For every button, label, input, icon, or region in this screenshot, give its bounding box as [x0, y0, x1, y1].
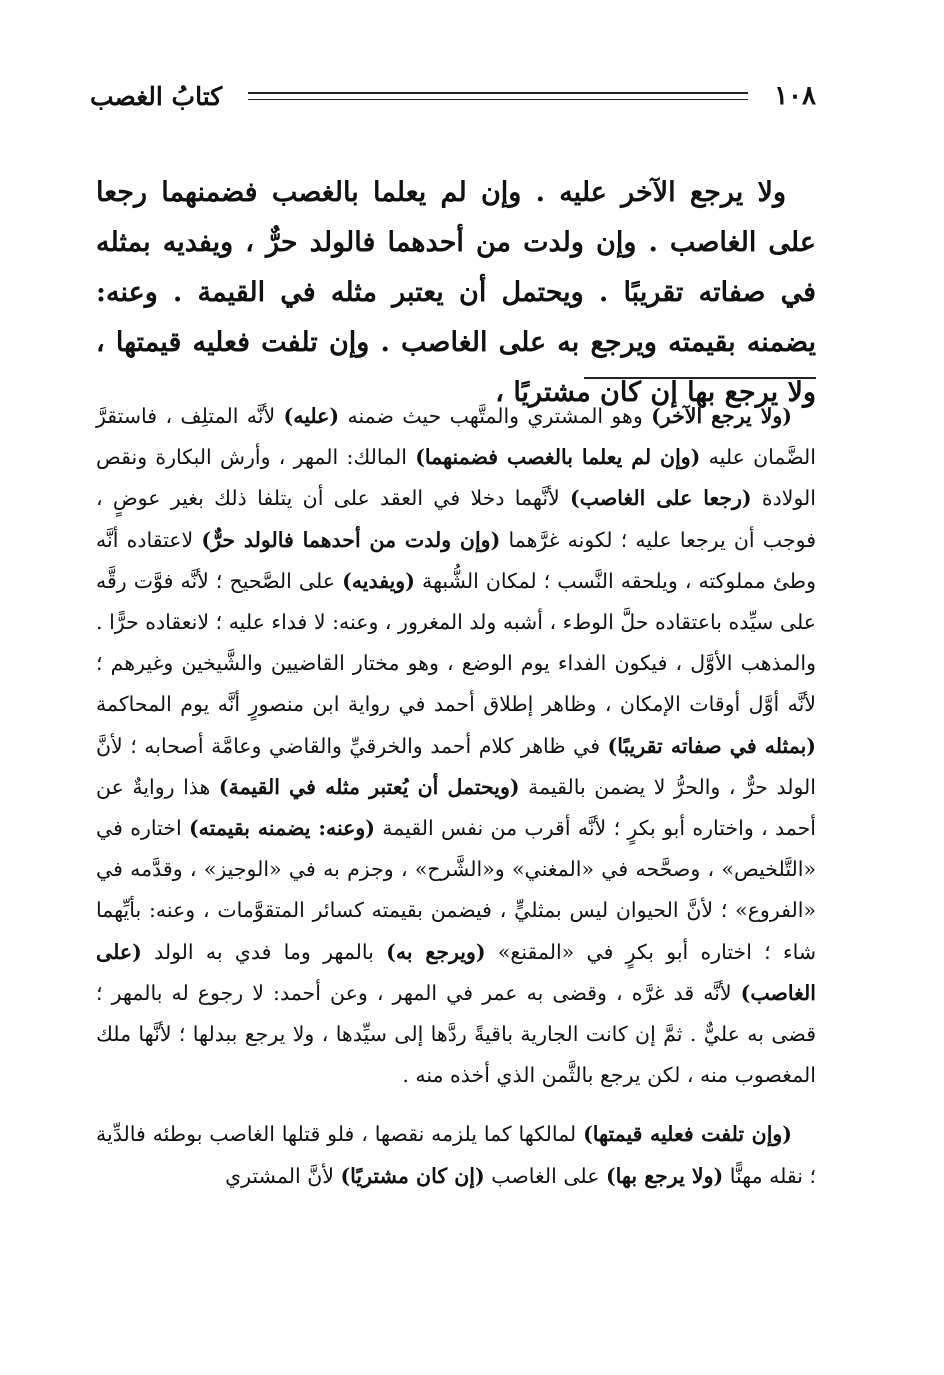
header-divider — [248, 92, 748, 100]
commentary-paragraph-2 — [96, 1114, 816, 1196]
commentary-text: هذا روايةٌ عن أحمد ، واختاره أبو بكرٍ ؛ لأنَّه أقرب من نفس القيمة — [96, 774, 816, 841]
commentary-text: وهو المشتري والمتَّهب حيث ضمنه — [339, 404, 652, 428]
page-number: ١٠٨ — [774, 81, 816, 111]
commentary-text: في ظاهر كلام أحمد والخرقيِّ والقاضي وعامَّة أصحابه ؛ لأنَّ الولد حرٌّ ، والحرُّ لا يضمن بالقيمة — [96, 733, 816, 799]
quoted-matn-phrase: (وإن تلفت فعليه قيمتها) — [583, 1122, 792, 1147]
commentary-text: لأنَّه قد غرَّه ، وقضى به عمر في المهر ، وعن أحمد: لا رجوع له بالمهر ؛ قضى به عليٌّ . ثمَّ إن كانت الجارية باقيةً ردَّها إلى سيِّدها ، ولا يرجع ببدلها ؛ لأنَّها ملك المغصوب منه ، لكن يرجع بالثَّمن الذي أخذه منه . — [96, 980, 816, 1088]
quoted-matn-phrase: (ولا يرجع بها) — [605, 1163, 724, 1188]
footnote-divider — [584, 377, 816, 379]
commentary-text: لاعتقاده أنَّه وطئ مملوكته ، ويلحقه النَّسب ؛ لمكان الشُّبهة — [96, 527, 816, 593]
quoted-matn-phrase: (وعنه: يضمنه بقيمته) — [188, 816, 375, 841]
commentary-text: لمالكها كما يلزمه نقصها ، فلو قتلها الغاصب بوطئه فالدِّية ؛ نقله مهنًّا — [96, 1122, 816, 1188]
commentary-text: لأنَّهما دخلا في العقد على أن يتلفا ذلك بغير عوضٍ ، فوجب أن يرجعا عليه ؛ لكونه غرَّهما — [96, 486, 817, 552]
commentary-paragraph-1 — [96, 396, 816, 1096]
quoted-matn-phrase: (بمثله في صفاته تقريبًا) — [607, 733, 816, 758]
commentary-text: على الغاصب — [484, 1163, 606, 1188]
commentary-text: بالمهر وما فدي به الولد — [141, 939, 387, 964]
quoted-matn-phrase: (على الغاصب) — [96, 939, 816, 1005]
quoted-matn-phrase: (وإن لم يعلما بالغصب فضمنهما) — [415, 445, 701, 470]
commentary-block — [96, 396, 816, 1197]
main-text-paragraph: ولا يرجع الآخر عليه . وإن لم يعلما بالغصب فضمنهما رجعا على الغاصب . وإن ولدت من أحدهما فالولد حرٌّ ، ويفديه بمثله في صفاته تقريبًا . ويحتمل أن يعتبر مثله في القيمة . وعنه: يضمنه بقيمته ويرجع به على الغاصب . وإن تلفت فعليه قيمتها ، ولا يرجع بها إن كان مشتريًا ، — [96, 177, 816, 408]
running-title: كتابُ الغصب — [90, 81, 223, 111]
quoted-matn-phrase: (رجعا على الغاصب) — [570, 486, 752, 511]
main-text-block — [96, 168, 816, 418]
commentary-text: على الصَّحيح ؛ لأنَّه فوَّت رقَّه على سيِّده باعتقاده حلَّ الوطء ، أشبه ولد المغرور ، وعنه: لا فداء عليه ؛ لانعقاده حرًّا . والمذهب الأوَّل ، فيكون الفداء يوم الوضع ، وهو مختار القاضيين والشَّيخين وغيرهم ؛ لأنَّه أوَّل أوقات الإمكان ، وظاهر إطلاق أحمد في رواية ابن منصورٍ أنَّه يوم المحاكمة — [96, 568, 816, 717]
commentary-text: لأنَّه المتلِف ، فاستقرَّ الضَّمان عليه — [96, 404, 817, 470]
commentary-text: اختاره في «التَّلخيص» ، وصحَّحه في «المغني» و«الشَّرح» ، وجزم به في «الوجيز» ، وقدَّمه في «الفروع» ؛ لأنَّ الحيوان ليس بمثليٍّ ، فيضمن بقيمته كسائر المتقوَّمات ، وعنه: بأيِّهما شاء ؛ اختاره أبو بكرٍ في «المقنع» — [96, 816, 817, 964]
quoted-matn-phrase: (وإن ولدت من أحدهما فالولد حرٌّ) — [201, 527, 501, 552]
commentary-text: لأنَّ المشتري — [225, 1163, 341, 1188]
commentary-text: المالك: المهر ، وأرش البكارة ونقص الولادة — [96, 445, 816, 511]
quoted-matn-phrase: (إن كان مشتريًا) — [340, 1163, 485, 1188]
page-header — [90, 76, 816, 116]
quoted-matn-phrase: (ويرجع به) — [386, 939, 486, 964]
quoted-matn-phrase: (عليه) — [283, 404, 340, 428]
quoted-matn-phrase: (ولا يرجع الآخر) — [651, 404, 792, 428]
quoted-matn-phrase: (ويحتمل أن يُعتبر مثله في القيمة) — [218, 774, 520, 799]
quoted-matn-phrase: (ويفديه) — [342, 568, 415, 593]
